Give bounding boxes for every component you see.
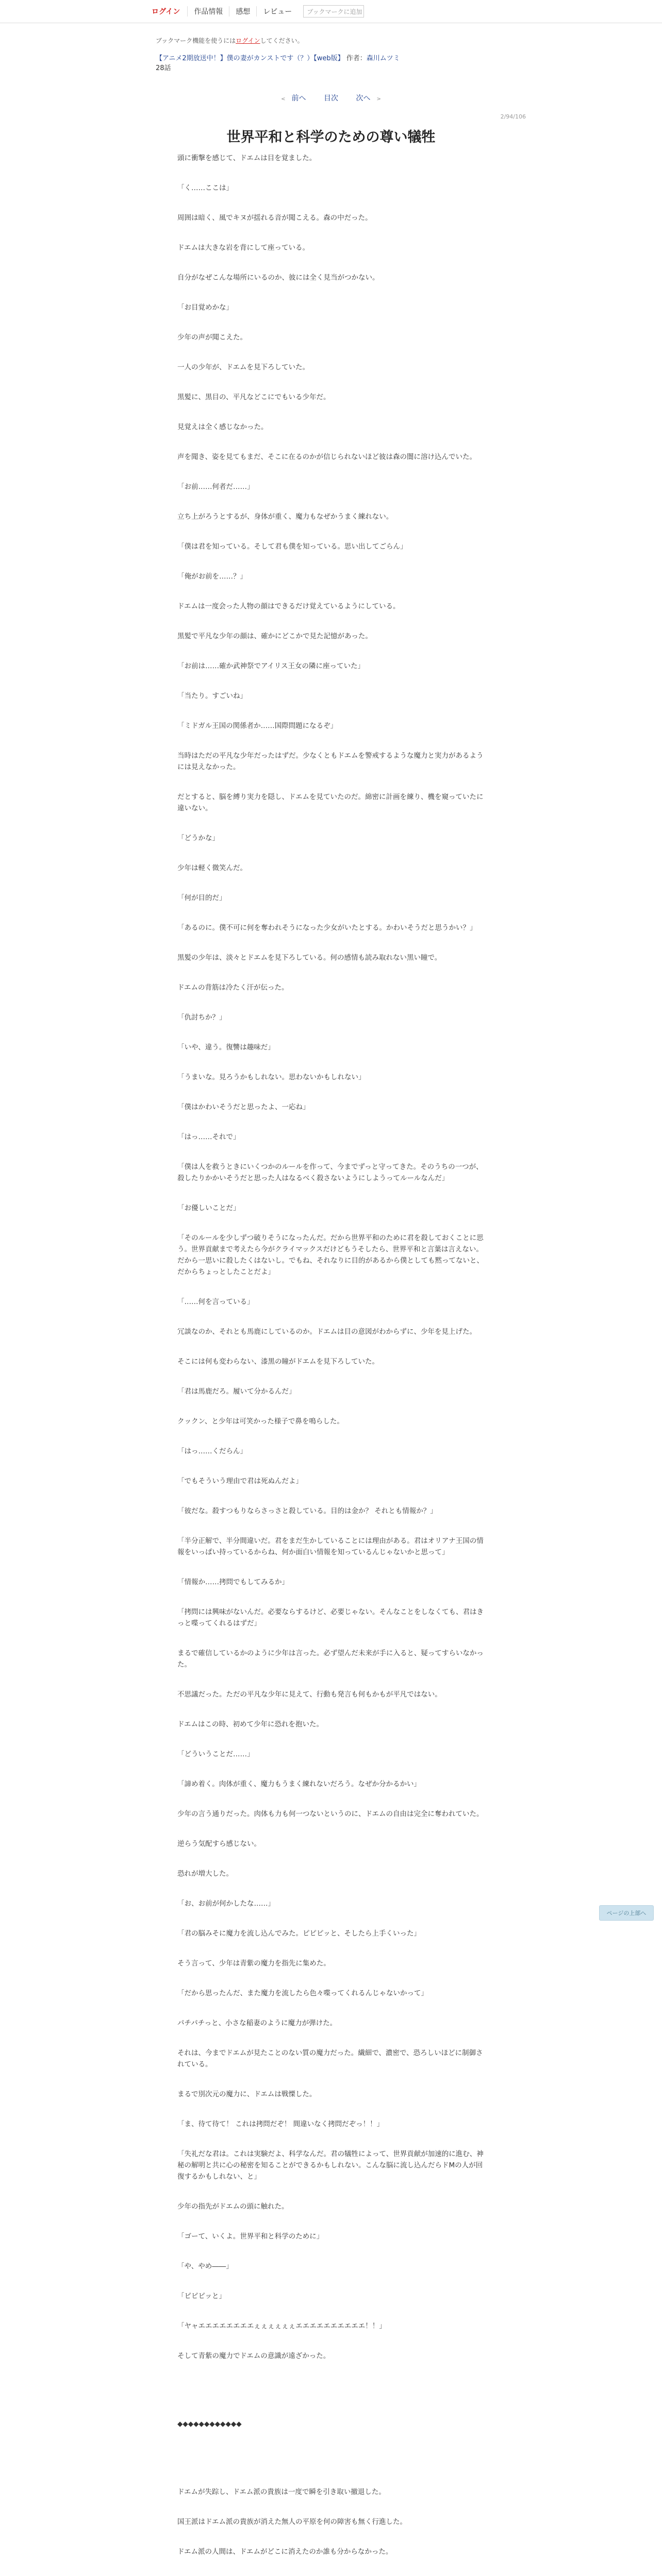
- paragraph-spacer: [177, 433, 487, 451]
- paragraph-spacer: [177, 2029, 487, 2047]
- spacer: [177, 2430, 487, 2486]
- bookmark-notice: [156, 36, 304, 45]
- paragraph-spacer: [177, 2272, 487, 2291]
- novel-paragraph: 「情報か……拷問でもしてみるか」: [177, 1578, 289, 1586]
- paragraph-spacer: [177, 1558, 487, 1577]
- novel-body: [177, 152, 487, 2576]
- novel-paragraph: そう言って、少年は青紫の魔力を指先に集めた。: [177, 1959, 330, 1968]
- novel-paragraph: 「半分正解で、半分間違いだ。君をまだ生かしていることには理由がある。君はオリアナ王国の情報をいっぱい持っているからね、何か面白い情報を知っているんじゃないかと思って」: [177, 1537, 484, 1556]
- page-top-button[interactable]: ページの上部へ: [599, 1905, 654, 1921]
- paragraph-spacer: [177, 373, 487, 392]
- paragraph-spacer: [177, 283, 487, 302]
- paragraph-spacer: [177, 1999, 487, 2018]
- paragraph-spacer: [177, 773, 487, 791]
- novel-paragraph: 「僕はかわいそうだと思ったよ、一応ね」: [177, 1103, 310, 1111]
- novel-paragraph: 「ま、待て待て！ これは拷問だぞ！ 間違いなく拷問だぞっ！！」: [177, 2120, 384, 2128]
- novel-paragraph: 「……何を言っている」: [177, 1298, 254, 1306]
- top-nav-inner: [152, 0, 364, 23]
- paragraph-spacer: [177, 463, 487, 481]
- novel-paragraph: 見覚えは全く感じなかった。: [177, 423, 268, 431]
- paragraph-spacer: [177, 1308, 487, 1326]
- novel-paragraph: 「そのルールを少しずつ破りそうになったんだ。だから世界平和のために君を殺しておくことに思う。世界貢献まで考えたら今がクライマックスだけどもうそしたら、世界平和と言葉は言えない。だから一思いに殺したくはないし。でもね、それなりに目的があるから僕としても黙ってないと、だからちょっとしたことだよ」: [177, 1234, 484, 1276]
- novel-paragraph: 黒髪で平凡な少年の顔は、確かにどこかで見た記憶があった。: [177, 632, 372, 640]
- paragraph-spacer: [177, 403, 487, 421]
- nav-item-work-info[interactable]: 作品情報: [187, 6, 229, 16]
- paragraph-spacer: [177, 1214, 487, 1232]
- paragraph-spacer: [177, 2070, 487, 2089]
- paragraph-spacer: [177, 2557, 487, 2576]
- novel-paragraph: 一人の少年が、ドエムを見下ろしていた。: [177, 363, 309, 371]
- novel-paragraph: だとすると、脳を縛り実力を隠し、ドエムを見ていたのだ。綿密に計画を練り、機を窺っていたに違いない。: [177, 793, 484, 812]
- novel-paragraph: 声を聞き、姿を見てもまだ、そこに在るのかが信じられないほど彼は森の闇に溶け込んでいた。: [177, 453, 476, 461]
- paragraph-spacer: [177, 1629, 487, 1648]
- work-title-link[interactable]: 【アニメ2期放送中！】僕の妻がカンストです（？）【web版】: [156, 55, 344, 62]
- novel-paragraph: それは、今までドエムが見たことのない質の魔力だった。繊細で、濃密で、恐ろしいほどに制御されている。: [177, 2049, 483, 2069]
- paragraph-spacer: [177, 1113, 487, 1131]
- novel-paragraph: 「諦め着く。肉体が重く、魔力もうまく練れないだろう。なぜか分かるかい」: [177, 1780, 421, 1788]
- paragraph-spacer: [177, 2212, 487, 2231]
- novel-paragraph: 立ち上がろうとするが、身体が重く、魔力もなぜかうまく練れない。: [177, 513, 393, 521]
- novel-paragraph: 「はっ……くだらん」: [177, 1447, 247, 1455]
- novel-paragraph: パチパチっと、小さな稲妻のように魔力が弾けた。: [177, 2019, 337, 2027]
- paragraph-spacer: [177, 1184, 487, 1202]
- paragraph-spacer: [177, 1278, 487, 1296]
- paragraph-spacer: [177, 493, 487, 511]
- paragraph-spacer: [177, 582, 487, 601]
- paragraph-spacer: [177, 1457, 487, 1476]
- paragraph-spacer: [177, 1023, 487, 1042]
- bookmark-add-button[interactable]: ブックマークに追加: [303, 5, 364, 18]
- novel-paragraph: 「どうかな」: [177, 834, 219, 842]
- nav-item-reviews[interactable]: レビュー: [256, 6, 298, 16]
- work-info: [156, 54, 506, 73]
- novel-paragraph: 「ピピピッと」: [177, 2292, 226, 2300]
- novel-paragraph: 少年の声が聞こえた。: [177, 333, 247, 342]
- novel-paragraph: 「拷問には興味がないんだ。必要ならするけど、必要じゃない。そんなことをしなくても、君はきっと喋ってくれるはずだ」: [177, 1608, 484, 1628]
- novel-paragraph: 当時はただの平凡な少年だったはずだ。少なくともドエムを警戒するような魔力と実力があるようには見えなかった。: [177, 752, 484, 771]
- novel-paragraph: 「俺がお前を……？」: [177, 572, 247, 581]
- chapter-title: 世界平和と科学のための尊い犠牲: [226, 129, 436, 145]
- paragraph-spacer: [177, 2302, 487, 2320]
- novel-paragraph: 「君の脳みそに魔力を流し込んでみた。ピピピッと、そしたら上手くいった」: [177, 1929, 421, 1938]
- novel-paragraph: 少年の言う通りだった。肉体も力も何一つないというのに、ドエムの自由は完全に奪われていた。: [177, 1810, 484, 1818]
- paragraph-spacer: [177, 224, 487, 242]
- novel-paragraph: 周囲は暗く、風でキヌが揺れる音が聞こえる。森の中だった。: [177, 214, 372, 222]
- novel-paragraph: 「お、お前が何かしたな……」: [177, 1900, 275, 1908]
- novel-paragraph: 「お前は……確か武神祭でアイリス王女の隣に座っていた」: [177, 662, 365, 670]
- paragraph-spacer: [177, 522, 487, 541]
- novel-body-part-1: [177, 152, 487, 2362]
- top-nav-bar: [0, 0, 662, 23]
- paragraph-spacer: [177, 313, 487, 332]
- novel-paragraph: 「僕は君を知っている。そして君も僕を知っている。思い出してごらん」: [177, 543, 407, 551]
- paragraph-spacer: [177, 702, 487, 720]
- novel-paragraph: 「どういうことだ……」: [177, 1750, 254, 1758]
- paragraph-spacer: [177, 164, 487, 182]
- paragraph-spacer: [177, 1700, 487, 1719]
- novel-body-part-2: [177, 2486, 487, 2576]
- novel-paragraph: そこには何も変わらない、漆黒の瞳がドエムを見下ろしていた。: [177, 1358, 379, 1366]
- novel-paragraph: 不思議だった。ただの平凡な少年に見えて、行動も発言も何もかもが平凡ではない。: [177, 1690, 442, 1699]
- paragraph-spacer: [177, 1427, 487, 1446]
- novel-paragraph: 「だから思ったんだ、また魔力を流したら色々喋ってくれるんじゃないかって」: [177, 1989, 428, 1997]
- paragraph-spacer: [177, 1969, 487, 1988]
- paragraph-spacer: [177, 2182, 487, 2201]
- novel-paragraph: 頭に衝撃を感じて、ドエムは目を覚ました。: [177, 154, 317, 162]
- paragraph-spacer: [177, 874, 487, 892]
- novel-paragraph: 「く……ここは」: [177, 184, 233, 192]
- novel-paragraph: 恐れが増大した。: [177, 1870, 233, 1878]
- novel-paragraph: 「ミドガル王国の関係者か……国際問題になるぞ」: [177, 722, 338, 730]
- novel-paragraph: ドエムの背筋は冷たく汗が伝った。: [177, 984, 289, 992]
- novel-paragraph: 黒髪の少年は、淡々とドエムを見下ろしている。何の感情も読み取れない黒い瞳で。: [177, 954, 442, 962]
- novel-paragraph: 「いや、違う。復讐は趣味だ」: [177, 1043, 275, 1052]
- paragraph-spacer: [177, 844, 487, 862]
- paragraph-spacer: [177, 2130, 487, 2148]
- paragraph-spacer: [177, 1909, 487, 1928]
- novel-paragraph: 「仇討ちか？」: [177, 1013, 226, 1022]
- section-separator: ◆◆◆◆◆◆◆◆◆◆◆◆: [177, 2420, 242, 2428]
- paragraph-spacer: [177, 1397, 487, 1416]
- paragraph-spacer: [177, 814, 487, 833]
- chevron-right-icon: >: [376, 96, 381, 102]
- spacer: [177, 2362, 487, 2418]
- novel-paragraph: そして青紫の魔力でドエムの意識が遠ざかった。: [177, 2352, 330, 2360]
- novel-paragraph: 冗談なのか、それとも馬鹿にしているのか。ドエムは目の意図がわからずに、少年を見上げた。: [177, 1328, 476, 1336]
- novel-paragraph: 「あるのに。僕不可に何を奪われそうになった少女がいたとする。かわいそうだと思うかい？」: [177, 924, 477, 932]
- paragraph-spacer: [177, 1517, 487, 1535]
- novel-paragraph: 少年は軽く微笑んだ。: [177, 864, 247, 872]
- paragraph-spacer: [177, 732, 487, 750]
- novel-paragraph: 「当たり。すごいね」: [177, 692, 247, 700]
- next-label-top: 次へ: [356, 94, 371, 103]
- paragraph-spacer: [177, 2498, 487, 2516]
- prev-label-top: 前へ: [291, 94, 306, 103]
- paragraph-spacer: [177, 1879, 487, 1898]
- novel-paragraph: まるで確信しているかのように少年は言った。必ず望んだ未来が手に入ると、疑ってすらいなかった。: [177, 1649, 484, 1669]
- paragraph-spacer: [177, 1850, 487, 1868]
- novel-paragraph: ドエムが失踪し、ドエム派の貴族は一度で瞬を引き取い撤退した。: [177, 2488, 386, 2496]
- paragraph-spacer: [177, 343, 487, 362]
- novel-paragraph: 「お目覚めかな」: [177, 303, 233, 312]
- novel-paragraph: 「何が目的だ」: [177, 894, 226, 902]
- novel-paragraph: 「うまいな。見ろうかもしれない。思わないかもしれない」: [177, 1073, 366, 1081]
- paragraph-spacer: [177, 1588, 487, 1606]
- novel-paragraph: 「失礼だな君は。これは実験だよ、科学なんだ。君の犠牲によって、世界貢献が加速的に進む、神秘の解明と共に心の秘密を知ることができるかもしれない。こんな脳に流し込んだらドMの人が回復するかもしれない、と」: [177, 2150, 484, 2181]
- novel-paragraph: 「はっ……それで」: [177, 1133, 240, 1141]
- paragraph-spacer: [177, 672, 487, 690]
- author-link[interactable]: 森川ムツミ: [366, 55, 400, 62]
- paragraph-spacer: [177, 1337, 487, 1356]
- novel-paragraph: ドエムは大きな岩を背にして座っている。: [177, 244, 309, 252]
- novel-paragraph: ドエムはこの時、初めて少年に恐れを抱いた。: [177, 1720, 323, 1728]
- novel-paragraph: 自分がなぜこんな場所にいるのか、彼には全く見当がつかない。: [177, 274, 379, 282]
- paragraph-spacer: [177, 1487, 487, 1505]
- novel-paragraph: 「ヤャエエエエエエエエぇぇぇぇぇぇエエエエエエエエエエ！！」: [177, 2322, 386, 2330]
- paragraph-spacer: [177, 934, 487, 952]
- novel-paragraph: 「ゴーて、いくよ。世界平和と科学のために」: [177, 2232, 324, 2241]
- bookmark-login-link[interactable]: ログイン: [236, 37, 260, 44]
- chevron-left-icon: <: [281, 96, 286, 102]
- novel-paragraph: 少年の指先がドエムの頭に触れた。: [177, 2202, 289, 2211]
- novel-paragraph: 「君は馬鹿だろ。履いて分かるんだ」: [177, 1387, 296, 1396]
- novel-paragraph: 逆らう気配すら感じない。: [177, 1840, 261, 1848]
- novel-paragraph: まるで別次元の魔力に、ドエムは戦慄した。: [177, 2090, 317, 2098]
- novel-paragraph: 「彼だな。殺すつもりならさっさと殺している。目的は金か？ それとも情報か？」: [177, 1507, 437, 1515]
- novel-paragraph: 「お前……何者だ……」: [177, 483, 254, 491]
- novel-paragraph: ドエム派の人間は、ドエムがどこに消えたのか誰も分からなかった。: [177, 2548, 393, 2556]
- bookmark-notice-prefix: ブックマーク機能を使うには: [156, 37, 236, 44]
- episode-number: 28話: [156, 64, 171, 72]
- paragraph-spacer: [177, 1367, 487, 1386]
- paragraph-spacer: [177, 612, 487, 631]
- paragraph-spacer: [177, 642, 487, 660]
- paragraph-spacer: [177, 1143, 487, 1161]
- paragraph-spacer: [177, 1820, 487, 1838]
- paragraph-spacer: [177, 2528, 487, 2546]
- toc-link-top[interactable]: 目次: [324, 94, 338, 103]
- paragraph-spacer: [177, 1670, 487, 1689]
- paragraph-spacer: [177, 194, 487, 212]
- paragraph-spacer: [177, 904, 487, 922]
- paragraph-spacer: [177, 253, 487, 272]
- prev-link-top[interactable]: [280, 94, 311, 103]
- paragraph-spacer: [177, 963, 487, 982]
- paragraph-spacer: [177, 1790, 487, 1808]
- paragraph-spacer: [177, 1053, 487, 1072]
- novel-paragraph: クックン、と少年は可笑かった様子で鼻を鳴らした。: [177, 1417, 344, 1426]
- novel-paragraph: 「僕は人を救うときにいくつかのルールを作って、今までずっと守ってきた。そのうちの一つが、殺したりかかいそうだと思った人はなるべく殺さないようにしようってルールなんだ」: [177, 1163, 483, 1182]
- novel-paragraph: 国王派はドエム派の貴族が消えた無人の平原を何の障害も無く行進した。: [177, 2518, 407, 2526]
- login-link[interactable]: ログイン: [152, 8, 180, 16]
- paragraph-spacer: [177, 993, 487, 1012]
- paragraph-spacer: [177, 2242, 487, 2261]
- paragraph-spacer: [177, 1083, 487, 1101]
- paragraph-spacer: [177, 2332, 487, 2350]
- novel-paragraph: 「でもそういう理由で君は死ぬんだよ」: [177, 1477, 303, 1485]
- novel-paragraph: 「や、やめ――」: [177, 2262, 233, 2270]
- novel-paragraph: 黒髪に、黒目の、平凡などこにでもいる少年だ。: [177, 393, 330, 401]
- author-label: 作者：: [346, 55, 367, 62]
- next-link-top[interactable]: [351, 94, 382, 103]
- paragraph-spacer: [177, 1760, 487, 1778]
- paragraph-spacer: [177, 552, 487, 571]
- paragraph-spacer: [177, 1939, 487, 1958]
- episode-counter: 2/94/106: [500, 113, 526, 120]
- pager-top: [0, 93, 662, 103]
- novel-paragraph: 「お優しいことだ」: [177, 1204, 240, 1212]
- novel-paragraph: ドエムは一度会った人物の顔はできるだけ覚えているようにしている。: [177, 602, 400, 611]
- bookmark-notice-suffix: してください。: [260, 37, 304, 44]
- nav-item-comments[interactable]: 感想: [229, 6, 256, 16]
- paragraph-spacer: [177, 2100, 487, 2119]
- paragraph-spacer: [177, 1730, 487, 1749]
